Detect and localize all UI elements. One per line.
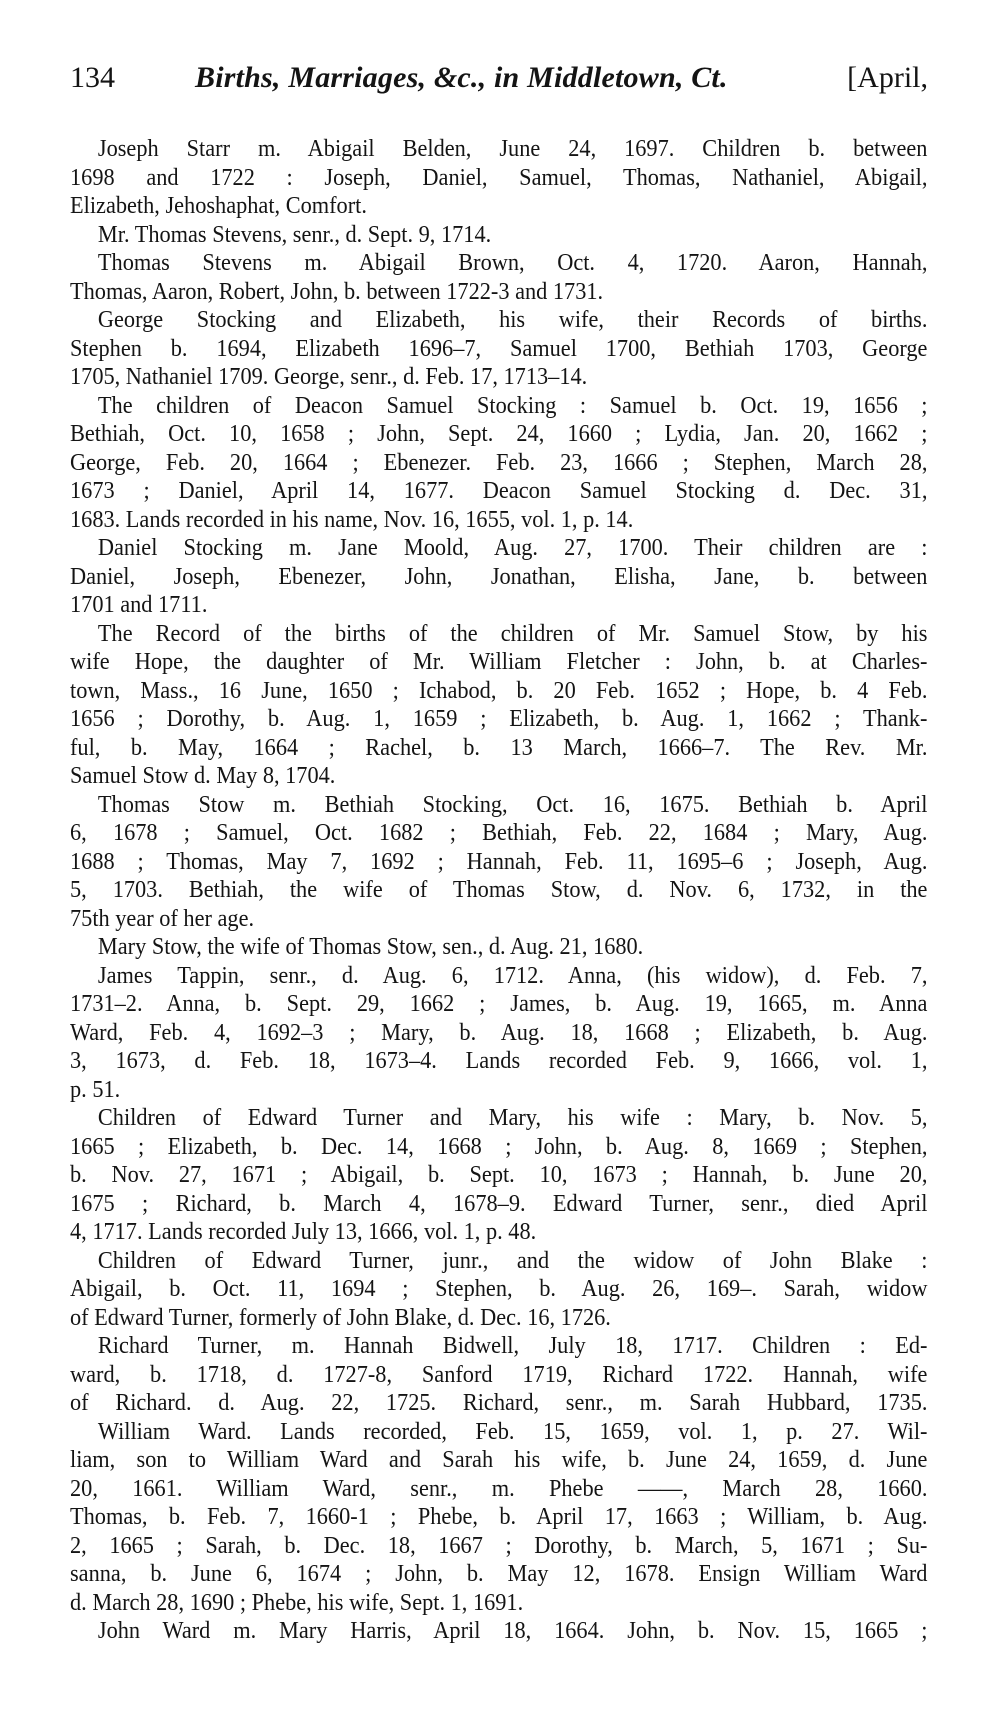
text-line: 2, 1665 ; Sarah, b. Dec. 18, 1667 ; Dorothy, b. March, 5, 1671 ; Su- (70, 1532, 928, 1559)
text-line: p. 51. (70, 1076, 121, 1103)
text-line: George Stocking and Elizabeth, his wife, their Records of births. (97, 307, 928, 333)
text-line: Bethiah, Oct. 10, 1658 ; John, Sept. 24, 1660 ; Lydia, Jan. 20, 1662 ; (70, 421, 928, 447)
text-line: Thomas, b. Feb. 7, 1660-1 ; Phebe, b. April 17, 1663 ; William, b. Aug. (70, 1504, 928, 1530)
text-line: Thomas Stow m. Bethiah Stocking, Oct. 16, 1675. Bethiah b. April (97, 791, 928, 818)
text-line: 1701 and 1711. (70, 592, 208, 618)
text-line: Children of Edward Turner, junr., and the widow of John Blake : (97, 1247, 928, 1274)
text-line: 1656 ; Dorothy, b. Aug. 1, 1659 ; Elizabeth, b. Aug. 1, 1662 ; Thank- (70, 706, 928, 732)
text-line: The children of Deacon Samuel Stocking : Samuel b. Oct. 19, 1656 ; (97, 392, 928, 419)
text-line: Thomas, Aaron, Robert, John, b. between 1722-3 and 1731. (70, 278, 604, 305)
text-line: wife Hope, the daughter of Mr. William Fletcher : John, b. at Charles- (70, 649, 928, 675)
text-line: Stephen b. 1694, Elizabeth 1696–7, Samuel 1700, Bethiah 1703, George (70, 335, 928, 362)
text-line: town, Mass., 16 June, 1650 ; Ichabod, b. 20 Feb. 1652 ; Hope, b. 4 Feb. (70, 677, 928, 704)
text-line: Abigail, b. Oct. 11, 1694 ; Stephen, b. Aug. 26, 169–. Sarah, widow (70, 1276, 928, 1302)
text-line: 4, 1717. Lands recorded July 13, 1666, vol. 1, p. 48. (70, 1219, 537, 1245)
running-month: [April, (847, 61, 928, 94)
text-line: The Record of the births of the children of Mr. Samuel Stow, by his (97, 620, 928, 647)
text-line: 1731–2. Anna, b. Sept. 29, 1662 ; James, b. Aug. 19, 1665, m. Anna (70, 991, 928, 1017)
text-line: Richard Turner, m. Hannah Bidwell, July 18, 1717. Children : Ed- (97, 1333, 928, 1359)
running-title: Births, Marriages, &c., in Middletown, Ct. (195, 61, 728, 94)
running-header (70, 58, 928, 98)
text-line: ful, b. May, 1664 ; Rachel, b. 13 March, 1666–7. The Rev. Mr. (70, 734, 928, 761)
text-line: b. Nov. 27, 1671 ; Abigail, b. Sept. 10, 1673 ; Hannah, b. June 20, (70, 1162, 928, 1188)
text-line: d. March 28, 1690 ; Phebe, his wife, Sept. 1, 1691. (70, 1589, 524, 1616)
text-line: George, Feb. 20, 1664 ; Ebenezer. Feb. 23, 1666 ; Stephen, March 28, (70, 449, 928, 476)
text-line: of Edward Turner, formerly of John Blake, d. Dec. 16, 1726. (70, 1304, 611, 1331)
text-line: James Tappin, senr., d. Aug. 6, 1712. Anna, (his widow), d. Feb. 7, (97, 962, 928, 989)
text-line: Daniel, Joseph, Ebenezer, John, Jonathan, Elisha, Jane, b. between (70, 563, 928, 590)
text-line: Mary Stow, the wife of Thomas Stow, sen., d. Aug. 21, 1680. (97, 934, 644, 960)
text-line: Elizabeth, Jehoshaphat, Comfort. (70, 193, 367, 219)
page-body (70, 135, 928, 1646)
text-line: Mr. Thomas Stevens, senr., d. Sept. 9, 1714. (97, 221, 492, 248)
text-line: 1698 and 1722 : Joseph, Daniel, Samuel, Thomas, Nathaniel, Abigail, (70, 164, 928, 191)
text-line: 5, 1703. Bethiah, the wife of Thomas Stow, d. Nov. 6, 1732, in the (70, 877, 928, 903)
page-number: 134 (70, 61, 115, 94)
text-line: 1705, Nathaniel 1709. George, senr., d. Feb. 17, 1713–14. (70, 364, 588, 390)
text-line: John Ward m. Mary Harris, April 18, 1664. John, b. Nov. 15, 1665 ; (97, 1618, 928, 1644)
text-line: of Richard. d. Aug. 22, 1725. Richard, senr., m. Sarah Hubbard, 1735. (70, 1390, 928, 1416)
text-line: 1683. Lands recorded in his name, Nov. 16, 1655, vol. 1, p. 14. (70, 506, 634, 533)
text-line: 1688 ; Thomas, May 7, 1692 ; Hannah, Feb. 11, 1695–6 ; Joseph, Aug. (70, 848, 928, 875)
text-line: 1675 ; Richard, b. March 4, 1678–9. Edward Turner, senr., died April (70, 1190, 928, 1217)
text-line: 1673 ; Daniel, April 14, 1677. Deacon Samuel Stocking d. Dec. 31, (70, 478, 928, 504)
text-line: ward, b. 1718, d. 1727-8, Sanford 1719, Richard 1722. Hannah, wife (70, 1361, 928, 1388)
text-line: 1665 ; Elizabeth, b. Dec. 14, 1668 ; John, b. Aug. 8, 1669 ; Stephen, (70, 1133, 928, 1160)
text-line: Thomas Stevens m. Abigail Brown, Oct. 4, 1720. Aaron, Hannah, (97, 250, 928, 276)
text-line: William Ward. Lands recorded, Feb. 15, 1659, vol. 1, p. 27. Wil- (97, 1418, 928, 1445)
text-line: liam, son to William Ward and Sarah his wife, b. June 24, 1659, d. June (70, 1447, 928, 1473)
text-line: 75th year of her age. (70, 905, 255, 932)
text-line: Ward, Feb. 4, 1692–3 ; Mary, b. Aug. 18, 1668 ; Elizabeth, b. Aug. (70, 1019, 928, 1046)
text-line: 3, 1673, d. Feb. 18, 1673–4. Lands recorded Feb. 9, 1666, vol. 1, (70, 1048, 928, 1074)
text-line: Joseph Starr m. Abigail Belden, June 24, 1697. Children b. between (97, 136, 928, 162)
text-line: Children of Edward Turner and Mary, his wife : Mary, b. Nov. 5, (97, 1105, 928, 1131)
text-line: Samuel Stow d. May 8, 1704. (70, 763, 336, 789)
text-line: 6, 1678 ; Samuel, Oct. 1682 ; Bethiah, Feb. 22, 1684 ; Mary, Aug. (70, 820, 928, 846)
text-line: sanna, b. June 6, 1674 ; John, b. May 12, 1678. Ensign William Ward (70, 1561, 928, 1587)
text-column (70, 135, 927, 1646)
text-line: 20, 1661. William Ward, senr., m. Phebe ——, March 28, 1660. (70, 1475, 928, 1502)
text-line: Daniel Stocking m. Jane Moold, Aug. 27, 1700. Their children are : (97, 535, 928, 561)
